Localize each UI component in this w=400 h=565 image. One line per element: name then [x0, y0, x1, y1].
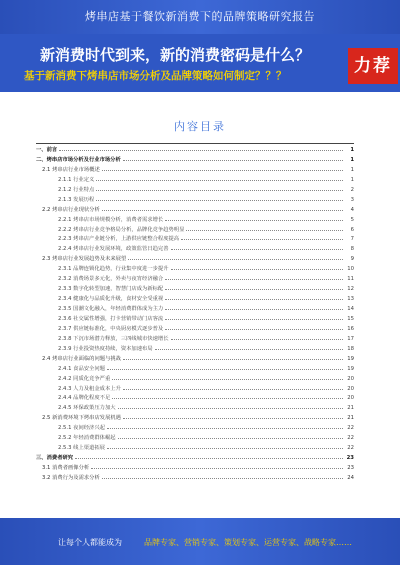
toc-entry-page: 16	[347, 325, 354, 332]
toc-entry-page: 17	[347, 335, 354, 342]
toc-entry[interactable]	[36, 293, 354, 303]
toc-dot-leader	[123, 383, 343, 390]
toc-entry-page: 1	[350, 147, 354, 153]
toc-entry-page: 23	[347, 465, 354, 471]
toc-entry-label: 2.1.3 发展历程	[58, 196, 95, 203]
toc-entry-label: 2.3.9 行业投资热度持续，资本加速布局	[58, 345, 153, 352]
toc-entry-page: 13	[347, 296, 354, 303]
toc-entry-label: 2.2.1 烤串店市场规模分析，消费者需求增长	[58, 216, 164, 223]
toc-entry[interactable]	[36, 233, 354, 243]
toc-entry-label: 2.1 烤串店行业市场概述	[42, 166, 100, 173]
toc-entry[interactable]	[36, 313, 354, 323]
toc-entry-label: 2.2.2 烤串店行业竞争格局分析，品牌化竞争趋势明显	[58, 226, 185, 233]
toc-entry-page: 7	[350, 236, 354, 243]
toc-entry-label: 2.3.2 消费场景多元化，外卖与夜宵经济融合	[58, 276, 164, 283]
toc-dot-leader	[96, 184, 343, 191]
footer-roles: 品牌专家、营销专家、策划专家、运营专家、战略专家……	[144, 538, 352, 547]
toc-entry-label: 2.1.2 行业特点	[58, 186, 95, 193]
toc-entry[interactable]	[36, 243, 354, 253]
toc-entry-label: 2.5.1 夜间经济兴起	[58, 425, 105, 432]
toc-entry-page: 22	[347, 425, 354, 432]
toc-entry-page: 19	[347, 365, 354, 372]
table-of-contents	[36, 143, 354, 482]
toc-entry[interactable]	[36, 283, 354, 293]
toc-entry[interactable]	[36, 224, 354, 234]
toc-entry[interactable]	[36, 402, 354, 412]
toc-dot-leader	[165, 214, 343, 221]
toc-entry[interactable]	[36, 363, 354, 373]
toc-dot-leader	[75, 452, 343, 459]
toc-entry-page: 4	[350, 206, 354, 213]
recommend-stamp: 力荐	[348, 48, 398, 84]
toc-dot-leader	[171, 333, 343, 340]
toc-entry[interactable]	[36, 174, 354, 184]
toc-dot-leader	[96, 194, 343, 201]
toc-entry[interactable]	[36, 273, 354, 283]
toc-entry-label: 2.3.4 健康化与品质化升级，食材安全受重视	[58, 296, 164, 303]
toc-dot-leader	[118, 432, 343, 439]
toc-entry-page: 10	[347, 266, 354, 273]
toc-entry-page: 3	[350, 196, 354, 203]
toc-entry-label: 2.3.6 社交属性增强，打卡营销带动门店客流	[58, 315, 164, 322]
toc-entry[interactable]	[36, 144, 354, 154]
toc-entry-page: 1	[350, 156, 354, 163]
toc-dot-leader	[107, 422, 343, 429]
toc-entry-page: 19	[347, 355, 354, 362]
toc-dot-leader	[123, 154, 343, 161]
toc-entry[interactable]	[36, 184, 354, 194]
toc-dot-leader	[107, 363, 343, 370]
toc-entry-label: 2.3 烤串店行业发展趋势及未来展望	[42, 256, 127, 263]
toc-entry[interactable]	[36, 323, 354, 333]
toc-dot-leader	[165, 293, 343, 300]
toc-dot-leader	[123, 353, 343, 360]
toc-entry-label: 2.4.2 同质化竞争严重	[58, 375, 111, 382]
toc-dot-leader	[102, 204, 343, 211]
toc-entry-page: 9	[350, 256, 354, 263]
toc-entry-page: 14	[347, 306, 354, 312]
toc-entry-label: 2.3.3 数字化转型加速，智慧门店成为新标配	[58, 286, 164, 293]
toc-dot-leader	[186, 224, 343, 231]
toc-entry-label: 二、烤串店市场分析及行业市场分析	[36, 156, 121, 163]
toc-entry-label: 2.5.3 线上渠道拓展	[58, 445, 105, 452]
toc-entry-page: 20	[347, 395, 354, 402]
toc-entry-page: 23	[346, 455, 354, 462]
toc-dot-leader	[96, 174, 343, 181]
toc-entry-page: 1	[350, 166, 354, 173]
toc-entry-page: 5	[350, 216, 354, 223]
toc-entry[interactable]	[36, 164, 354, 174]
toc-dot-leader	[165, 323, 343, 330]
toc-dot-leader	[155, 343, 343, 350]
toc-entry[interactable]	[36, 353, 354, 363]
toc-entry-page: 11	[347, 276, 354, 283]
toc-entry[interactable]	[36, 194, 354, 204]
toc-dot-leader	[123, 412, 343, 419]
toc-title: 内容目录	[174, 120, 226, 133]
toc-entry[interactable]	[36, 253, 354, 263]
toc-entry-label: 2.1.1 行业定义	[58, 176, 95, 183]
toc-entry-label: 2.4.5 环保政策压力加大	[58, 405, 116, 412]
toc-dot-leader	[112, 392, 343, 399]
toc-entry-page: 2	[350, 186, 354, 193]
toc-entry-page: 1	[350, 176, 354, 183]
toc-entry[interactable]	[36, 263, 354, 273]
toc-entry-page: 12	[347, 286, 354, 293]
toc-dot-leader	[171, 263, 343, 270]
footer-slogan: 让每个人都能成为	[58, 538, 122, 547]
toc-entry-page: 21	[347, 405, 354, 412]
subheadline: 基于新消费下烤串店市场分析及品牌策略如何制定？？？	[24, 70, 287, 82]
toc-entry[interactable]	[36, 383, 354, 393]
toc-entry[interactable]	[36, 422, 354, 432]
toc-entry-page: 20	[347, 375, 354, 382]
toc-entry-label: 2.4.4 品牌化程度不足	[58, 395, 111, 402]
toc-dot-leader	[59, 144, 343, 151]
toc-dot-leader	[181, 233, 343, 240]
toc-entry[interactable]	[36, 214, 354, 224]
toc-entry-label: 2.3.1 品牌连锁化趋势，行业集中度进一步提升	[58, 266, 169, 273]
toc-entry[interactable]	[36, 412, 354, 422]
toc-dot-leader	[165, 313, 343, 320]
toc-entry-label: 2.3.5 国潮文化融入，年轻消费群体成为主力	[58, 306, 164, 312]
headline: 新消费时代到来，新的消费密码是什么？	[40, 46, 311, 64]
toc-entry[interactable]	[36, 303, 354, 313]
toc-dot-leader	[118, 402, 343, 409]
toc-dot-leader	[112, 373, 343, 380]
toc-entry[interactable]	[36, 442, 354, 452]
toc-entry-label: 三、消费者研究	[36, 455, 74, 462]
toc-entry[interactable]	[36, 204, 354, 214]
toc-entry-label: 3.2 消费行为及需求分析	[42, 474, 100, 481]
toc-entry[interactable]	[36, 452, 354, 462]
toc-entry-label: 2.4 烤串店行业面临的问题与挑战	[42, 355, 121, 362]
toc-dot-leader	[102, 472, 343, 479]
toc-entry-page: 8	[350, 246, 354, 253]
toc-dot-leader	[107, 442, 343, 449]
toc-dot-leader	[165, 303, 343, 310]
toc-entry-label: 2.5 新消费环境下烤串店发展机遇	[42, 415, 121, 422]
toc-entry-label: 一、前言	[36, 147, 58, 153]
toc-entry[interactable]	[36, 154, 354, 164]
toc-entry[interactable]	[36, 333, 354, 343]
toc-entry-label: 3.1 消费者画像分析	[42, 465, 90, 471]
toc-entry-label: 2.3.7 供应链标准化，中央厨房模式逐步普及	[58, 325, 164, 332]
toc-entry-page: 6	[350, 226, 354, 233]
report-title-banner	[0, 0, 400, 34]
toc-entry-label: 2.2.3 烤串店产业链分析，上游供应链整合程度提高	[58, 236, 180, 243]
toc-entry[interactable]	[36, 343, 354, 353]
toc-entry[interactable]	[36, 462, 354, 472]
toc-entry-page: 21	[347, 415, 354, 422]
toc-entry-page: 15	[347, 315, 354, 322]
toc-dot-leader	[102, 164, 343, 171]
toc-entry-label: 2.3.8 下沉市场潜力释放，三四线城市快速增长	[58, 335, 169, 342]
toc-entry[interactable]	[36, 392, 354, 402]
toc-entry-page: 18	[347, 345, 354, 352]
toc-entry-label: 2.2 烤串店行业现状分析	[42, 206, 100, 213]
toc-dot-leader	[91, 462, 343, 469]
toc-entry-label: 2.2.4 烤串店行业发展环境，政策监管日趋完善	[58, 246, 169, 253]
toc-dot-leader	[128, 253, 343, 260]
toc-entry-label: 2.4.1 食品安全问题	[58, 365, 105, 372]
toc-entry-label: 2.4.3 人力及租金成本上升	[58, 385, 121, 392]
toc-dot-leader	[165, 273, 343, 280]
toc-entry[interactable]	[36, 432, 354, 442]
toc-dot-leader	[165, 283, 343, 290]
toc-entry-page: 22	[347, 435, 354, 442]
toc-entry-page: 20	[347, 385, 354, 392]
toc-entry-label: 2.5.2 年轻消费群体崛起	[58, 435, 116, 442]
toc-entry-page: 24	[347, 474, 354, 481]
report-title: 烤串店基于餐饮新消费下的品牌策略研究报告	[85, 10, 315, 23]
toc-dot-leader	[171, 243, 343, 250]
toc-entry[interactable]	[36, 373, 354, 383]
toc-entry[interactable]	[36, 472, 354, 482]
toc-entry-page: 22	[347, 445, 354, 452]
